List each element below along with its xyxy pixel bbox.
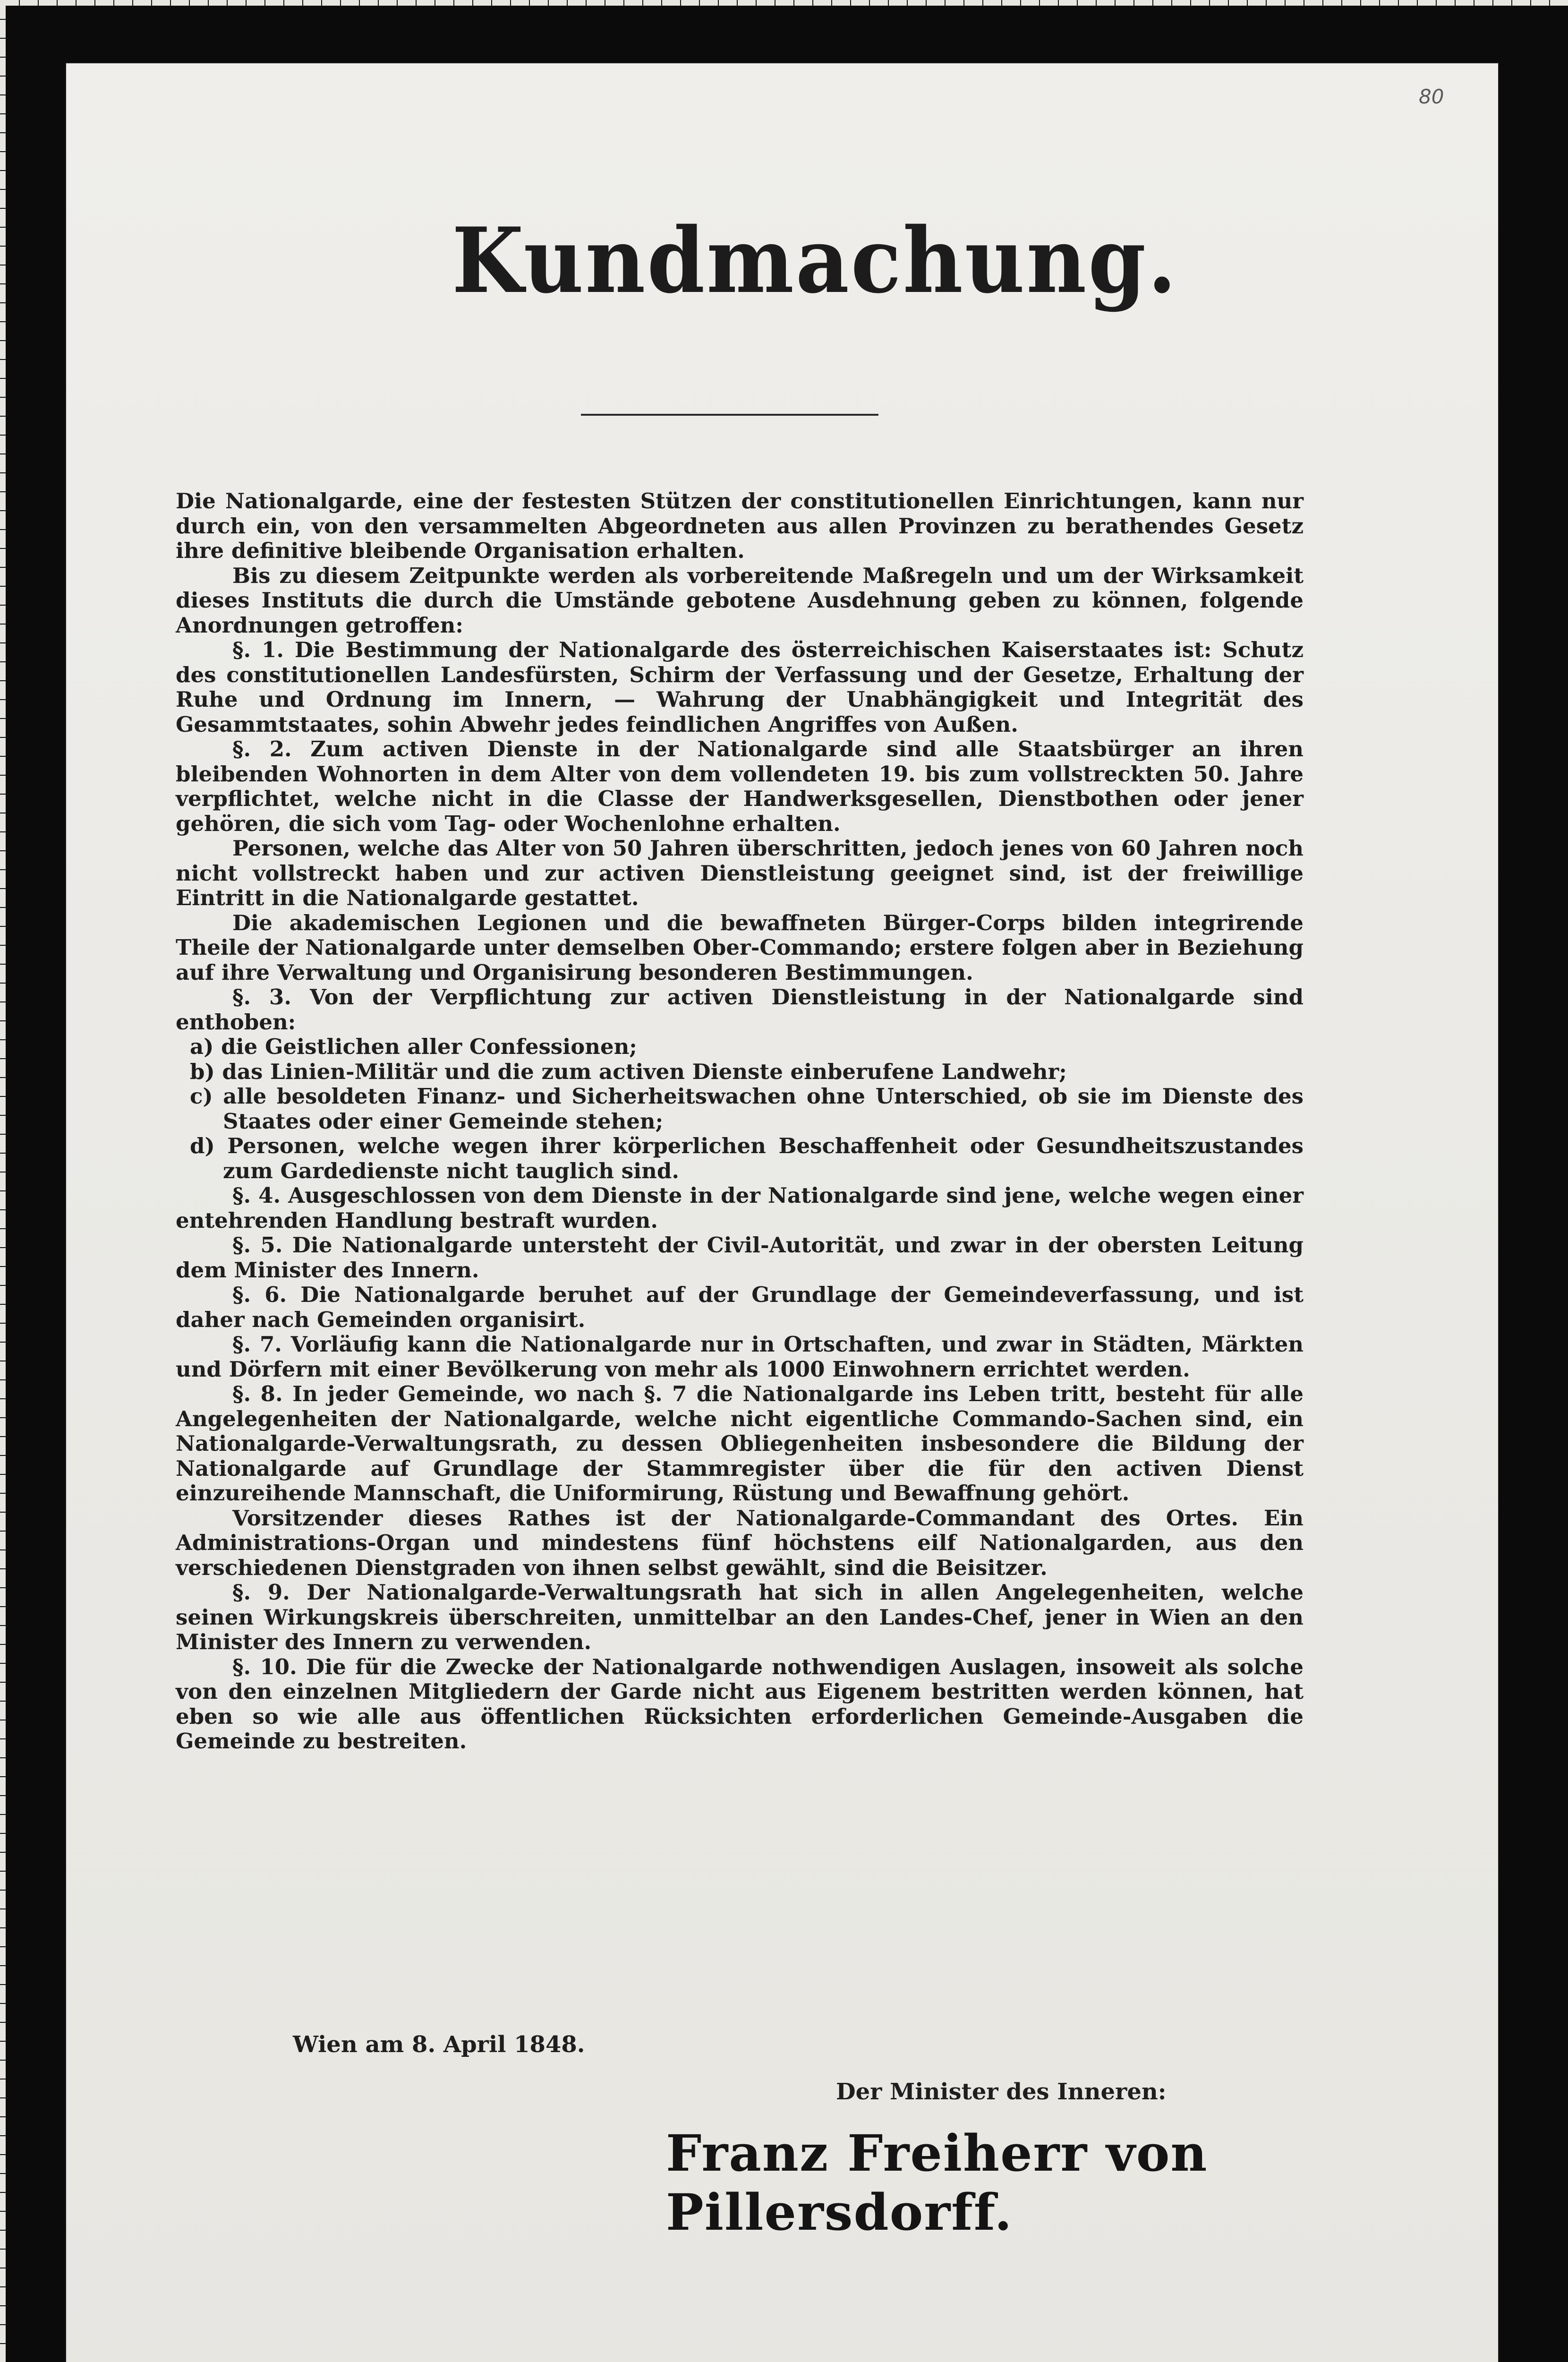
ruler-tick [0,227,6,228]
ruler-tick [0,113,6,114]
ruler-tick [0,132,6,133]
ruler-tick [0,1455,6,1456]
exemption-item: a) die Geistlichen aller Confessionen; [190,1034,637,1059]
ruler-tick [0,983,6,984]
ruler-tick [0,1682,6,1683]
title-divider [581,414,878,416]
ruler-tick [0,321,6,322]
ruler-tick [926,0,927,6]
paragraph-section-1: §. 1. Die Bestimmung der Nationalgarde des österreichischen Kaiserstaates ist: Schutz des constitutionellen Landesfürsten, Schirm der Verfassung und der Gesetze, Erhaltung der Ruhe und Ordnung im Innern, — Wahrung der Unabhängigkeit und Integrität des Gesammtstaates, sohin Abwehr jedes feindlichen Angriffes von Außen. [176,637,1304,737]
ruler-tick [548,0,549,6]
document-title: Kundmachung. [452,208,1178,313]
ruler-tick [718,0,719,6]
ruler-tick [0,1946,6,1947]
ruler-tick [94,0,95,6]
ruler-tick [812,0,813,6]
ruler-tick [0,340,6,341]
ruler-tick [1530,0,1531,6]
ruler-tick [963,0,964,6]
ruler-tick [737,0,738,6]
ruler-tick [491,0,492,6]
ruler-tick [0,1890,6,1891]
page-number: 80 [1419,85,1444,108]
ruler-tick [340,0,341,6]
ruler-tick [0,2022,6,2023]
ruler-tick [0,2097,6,2098]
ruler-tick [586,0,587,6]
ruler-tick [1398,0,1399,6]
ruler-tick [359,0,360,6]
ruler-tick [0,1304,6,1305]
scan-ruler-top [0,0,1568,6]
ruler-tick [982,0,983,6]
ruler-tick [0,1247,6,1248]
signer-title: Der Minister des Inneren: [836,2079,1167,2105]
paragraph-voluntary: Personen, welche das Alter von 50 Jahren überschritten, jedoch jenes von 60 Jahren noch nicht vollstreckt haben und zur activen Dienstleistung geeignet sind, ist der freiwillige Eintritt in die Nationalgarde gestattet. [176,836,1304,910]
ruler-tick [0,756,6,757]
ruler-tick [850,0,851,6]
ruler-tick [0,359,6,360]
ruler-tick [0,1587,6,1588]
document-body [176,489,1304,1754]
ruler-tick [0,794,6,795]
ruler-tick [321,0,322,6]
ruler-tick [0,435,6,436]
ruler-tick [472,0,473,6]
ruler-tick [0,2079,6,2080]
paragraph-intro: Die Nationalgarde, eine der festesten Stützen der constitutionellen Einrichtungen, kann nur durch ein, von den versammelten Abgeordneten aus allen Provinzen zu berathendes Gesetz ihre definitive bleibende Organisation erhalten. [176,488,1304,563]
ruler-tick [0,151,6,152]
ruler-tick [0,302,6,303]
ruler-tick [1247,0,1248,6]
ruler-tick [793,0,794,6]
ruler-tick [869,0,870,6]
signer-name: Franz Freiherr von Pillersdorff. [666,2123,1208,2242]
ruler-tick [132,0,133,6]
ruler-tick [0,2060,6,2061]
ruler-tick [0,680,6,681]
ruler-tick [623,0,624,6]
ruler-tick [0,661,6,662]
ruler-tick [1228,0,1229,6]
ruler-tick [0,283,6,284]
ruler-tick [0,2173,6,2174]
ruler-tick [0,397,6,398]
ruler-tick [0,1738,6,1739]
ruler-tick [0,1814,6,1815]
ruler-tick [0,926,6,927]
ruler-tick [0,1984,6,1985]
paragraph-preliminary: Bis zu diesem Zeitpunkte werden als vorbereitende Maßregeln und um der Wirksamkeit dieses Instituts die durch die Umstände gebotene Ausdehnung geben zu können, folgende Anordnungen getroffen: [176,563,1304,638]
ruler-tick [0,1436,6,1437]
exemption-item: c) alle besoldeten Finanz- und Sicherheitswachen ohne Unterschied, ob sie im Dienste des Staates oder einer Gemeinde stehen; [190,1084,1304,1134]
ruler-tick [1360,0,1361,6]
ruler-tick [1171,0,1172,6]
ruler-tick [0,2230,6,2231]
ruler-tick [0,1096,6,1097]
ruler-tick [0,2116,6,2117]
ruler-tick [1436,0,1437,6]
ruler-tick [0,1965,6,1966]
ruler-tick [57,0,58,6]
ruler-tick [0,1908,6,1909]
ruler-tick [1020,0,1021,6]
ruler-tick [642,0,643,6]
paragraph-section-3: §. 3. Von der Verpflichtung zur activen Dienstleistung in der Nationalgarde sind enthoben: [176,984,1304,1035]
paragraph-section-10: §. 10. Die für die Zwecke der Nationalgarde nothwendigen Auslagen, insoweit als solche von den einzelnen Mitgliedern der Garde nicht aus Eigenem bestritten werden können, hat eben so wie alle aus öffentlichen Rücksichten erforderlichen Gemeinde-Ausgaben die Gemeinde zu bestreiten. [176,1654,1304,1754]
ruler-tick [113,0,114,6]
ruler-tick [0,57,6,58]
ruler-tick [0,1833,6,1834]
ruler-tick [0,605,6,606]
ruler-tick [0,850,6,851]
ruler-tick [0,1323,6,1324]
ruler-tick [0,19,6,20]
ruler-tick [0,2041,6,2042]
ruler-tick [0,831,6,832]
ruler-tick [0,1379,6,1380]
ruler-tick [0,586,6,587]
ruler-tick [0,2343,6,2344]
ruler-tick [0,2249,6,2250]
paragraph-legions: Die akademischen Legionen und die bewaffneten Bürger-Corps bilden integrirende Theile der Nationalgarde unter demselben Ober-Commando; erstere folgen aber in Beziehung auf ihre Verwaltung und Organisirung besonderen Bestimmungen. [176,910,1304,985]
ruler-tick [0,1871,6,1872]
ruler-tick [189,0,190,6]
ruler-tick [1039,0,1040,6]
ruler-tick [529,0,530,6]
ruler-tick [0,1228,6,1229]
ruler-tick [0,1776,6,1777]
ruler-tick [0,416,6,417]
ruler-tick [0,624,6,625]
ruler-tick [0,208,6,209]
ruler-tick [302,0,303,6]
ruler-tick [0,945,6,946]
ruler-tick [0,1209,6,1210]
ruler-tick [1152,0,1153,6]
ruler-tick [1209,0,1210,6]
ruler-tick [945,0,946,6]
ruler-tick [0,1020,6,1021]
paragraph-section-9: §. 9. Der Nationalgarde-Verwaltungsrath hat sich in allen Angelegenheiten, welche seinen Wirkungskreis überschreiten, unmittelbar an den Landes-Chef, jener in Wien an den Minister des Innern zu verwenden. [176,1580,1304,1654]
ruler-tick [1549,0,1550,6]
ruler-tick [76,0,77,6]
paragraph-council-chair: Vorsitzender dieses Rathes ist der Nationalgarde-Commandant des Ortes. Ein Administrations-Organ und mindestens fünf höchstens eilf Nationalgarden, aus den verschiedenen Dienstgraden von ihnen selbst gewählt, sind die Beisitzer. [176,1505,1304,1580]
ruler-tick [0,869,6,870]
ruler-tick [0,246,6,247]
ruler-tick [0,2154,6,2155]
paragraph-section-2: §. 2. Zum activen Dienste in der Nationalgarde sind alle Staatsbürger an ihren bleibenden Wohnorten in dem Alter von dem vollendeten 19. bis zum vollstreckten 50. Jahre verpflichtet, welche nicht in die Classe der Handwerksgesellen, Dienstbothen oder jener gehören, die sich vom Tag- oder Wochenlohne erhalten. [176,736,1304,836]
ruler-tick [38,0,39,6]
ruler-tick [0,699,6,700]
ruler-tick [1455,0,1456,6]
paragraph-section-8: §. 8. In jeder Gemeinde, wo nach §. 7 die Nationalgarde ins Leben tritt, besteht für alle Angelegenheiten der Nationalgarde, welche nicht eigentliche Commando-Sachen sind, ein Nationalgarde-Verwaltungsrath, zu dessen Obliegenheiten insbesondere die Bildung der Nationalgarde auf Grundlage der Stammregister über die für den activen Dienst einzureihende Mannschaft, die Uniformirung, Rüstung und Bewaffnung gehört. [176,1381,1304,1506]
ruler-tick [0,964,6,965]
ruler-tick [0,2305,6,2306]
ruler-tick [453,0,454,6]
ruler-tick [0,94,6,95]
ruler-tick [888,0,889,6]
ruler-tick [1322,0,1323,6]
ruler-tick [0,1153,6,1154]
ruler-tick [1417,0,1418,6]
ruler-tick [0,1568,6,1569]
ruler-tick [0,1852,6,1853]
ruler-tick [378,0,379,6]
ruler-tick [1096,0,1097,6]
ruler-tick [0,907,6,908]
ruler-tick [0,737,6,738]
ruler-tick [1379,0,1380,6]
ruler-tick [1058,0,1059,6]
ruler-tick [0,1625,6,1626]
ruler-tick [0,1512,6,1513]
ruler-tick [0,1663,6,1664]
ruler-tick [1492,0,1493,6]
ruler-tick [1077,0,1078,6]
ruler-tick [208,0,209,6]
ruler-tick [0,189,6,190]
ruler-tick [0,1644,6,1645]
ruler-tick [0,1285,6,1286]
ruler-tick [0,1606,6,1607]
ruler-tick [264,0,265,6]
ruler-tick [756,0,757,6]
ruler-tick [0,1474,6,1475]
ruler-tick [416,0,417,6]
ruler-tick [0,1417,6,1418]
ruler-tick [0,2135,6,2136]
ruler-tick [907,0,908,6]
scan-ruler-left [0,0,6,2362]
ruler-tick [0,510,6,511]
ruler-tick [19,0,20,6]
ruler-tick [227,0,228,6]
ruler-tick [0,1266,6,1267]
ruler-tick [0,2286,6,2287]
ruler-tick [0,1757,6,1758]
ruler-tick [0,1342,6,1343]
ruler-tick [567,0,568,6]
paragraph-section-6: §. 6. Die Nationalgarde beruhet auf der Grundlage der Gemeindeverfassung, und ist daher nach Gemeinden organisirt. [176,1282,1304,1332]
ruler-tick [1285,0,1286,6]
ruler-tick [1341,0,1342,6]
ruler-tick [0,1493,6,1494]
ruler-tick [0,567,6,568]
ruler-tick [0,1190,6,1191]
paragraph-section-5: §. 5. Die Nationalgarde untersteht der Civil-Autorität, und zwar in der obersten Leitung dem Minister des Innern. [176,1232,1304,1283]
paragraph-section-4: §. 4. Ausgeschlossen von dem Dienste in der Nationalgarde sind jene, welche wegen einer entehrenden Handlung bestraft wurden. [176,1183,1304,1233]
ruler-tick [661,0,662,6]
ruler-tick [0,888,6,889]
ruler-tick [0,1531,6,1532]
ruler-tick [0,170,6,171]
ruler-tick [151,0,152,6]
ruler-tick [283,0,284,6]
ruler-tick [0,1701,6,1702]
exemption-item: d) Personen, welche wegen ihrer körperlichen Beschaffenheit oder Gesundheitszustandes zum Gardedienste nicht tauglich sind. [190,1133,1304,1183]
ruler-tick [170,0,171,6]
ruler-tick [0,1039,6,1040]
ruler-tick [680,0,681,6]
ruler-tick [0,718,6,719]
ruler-tick [0,775,6,776]
ruler-tick [0,472,6,473]
ruler-tick [1190,0,1191,6]
ruler-tick [0,1077,6,1078]
ruler-tick [0,76,6,77]
ruler-tick [0,1115,6,1116]
paragraph-section-7: §. 7. Vorläufig kann die Nationalgarde nur in Ortschaften, und zwar in Städten, Märkten und Dörfern mit einer Bevölkerung von mehr als 1000 Einwohnern errichtet werden. [176,1332,1304,1382]
ruler-tick [1115,0,1116,6]
ruler-tick [0,2003,6,2004]
place-and-date: Wien am 8. April 1848. [293,2031,585,2058]
ruler-tick [0,2211,6,2212]
ruler-tick [0,1795,6,1796]
ruler-tick [699,0,700,6]
ruler-tick [0,2192,6,2193]
ruler-tick [0,1549,6,1550]
ruler-tick [0,548,6,549]
ruler-tick [0,378,6,379]
ruler-tick [831,0,832,6]
ruler-tick [0,491,6,492]
ruler-tick [246,0,247,6]
ruler-tick [0,1398,6,1399]
ruler-tick [1511,0,1512,6]
ruler-tick [510,0,511,6]
ruler-tick [0,2324,6,2325]
ruler-tick [1001,0,1002,6]
ruler-tick [0,529,6,530]
ruler-tick [1266,0,1267,6]
ruler-tick [0,1001,6,1002]
ruler-tick [0,38,6,39]
ruler-tick [0,1134,6,1135]
ruler-tick [0,642,6,643]
ruler-tick [397,0,398,6]
ruler-tick [0,1927,6,1928]
ruler-tick [1133,0,1134,6]
ruler-tick [0,1058,6,1059]
exemption-item: b) das Linien-Militär und die zum activen Dienste einberufene Landwehr; [190,1059,1067,1084]
